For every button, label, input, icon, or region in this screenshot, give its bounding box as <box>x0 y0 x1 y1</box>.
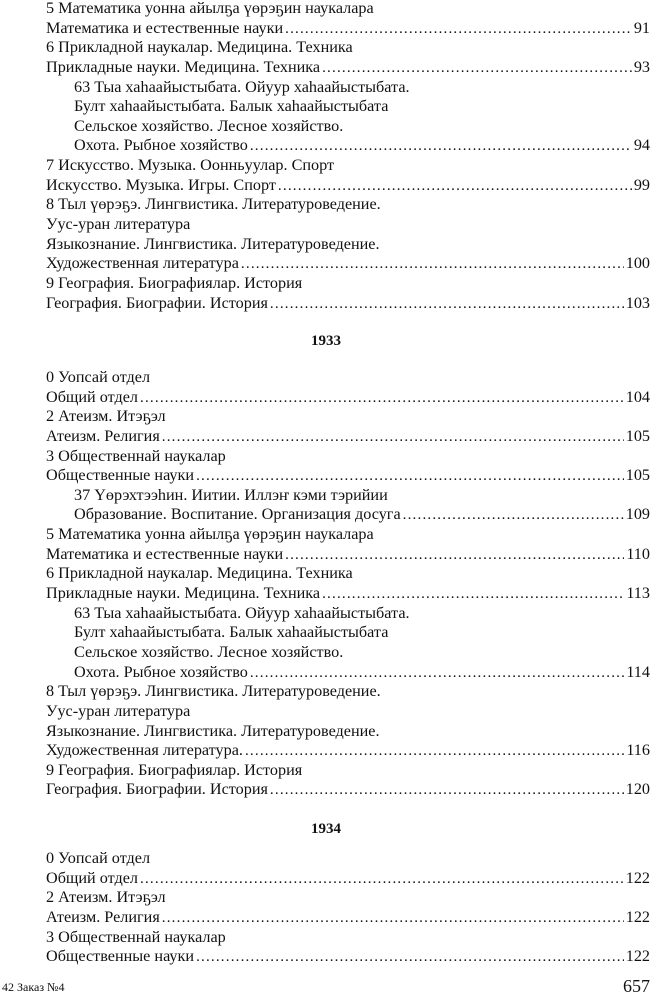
toc-entry-page: 99 <box>633 175 650 194</box>
toc-entry <box>46 274 650 294</box>
toc-entry <box>46 254 650 274</box>
toc-entry-page: 122 <box>625 868 650 887</box>
toc-entry <box>46 564 650 584</box>
toc-entry <box>46 294 650 314</box>
toc-entry-page: 120 <box>625 780 650 799</box>
toc-entry-title: Искусство. Музыка. Игры. Спорт <box>46 175 276 194</box>
dot-leader <box>140 870 624 889</box>
toc-entry <box>46 604 650 624</box>
toc-entry-title: Общественные науки <box>46 466 195 485</box>
toc-entry-title: Общественные науки <box>46 947 195 966</box>
dot-leader <box>322 59 632 78</box>
toc-entry-page: 94 <box>633 136 650 155</box>
toc-entry-title: Образование. Воспитание. Организация досуга <box>74 505 401 524</box>
dot-leader <box>241 255 624 274</box>
toc-entry-title: География. Биографии. История <box>46 293 268 312</box>
toc-entry-title: 9 География. Биографиялар. История <box>46 760 303 779</box>
dot-leader <box>285 546 624 565</box>
toc-entry <box>46 368 650 388</box>
toc-entry-title: 5 Математика уонна айылҕа үөрэҕин наукалара <box>46 525 374 544</box>
toc-entry <box>46 195 650 215</box>
toc-entry <box>46 849 650 869</box>
toc-entry <box>46 682 650 702</box>
toc-entry-title: 6 Прикладной наукалар. Медицина. Техника <box>46 38 353 57</box>
dot-leader <box>278 177 632 196</box>
toc-entry <box>46 235 650 255</box>
toc-entry-title: Булт хаһаайыстыбата. Балык хаһаайыстыбата <box>74 623 389 642</box>
toc-entry <box>46 623 650 643</box>
toc-entry-title: 8 Тыл үөрэҕэ. Лингвистика. Литературоведение. <box>46 682 381 701</box>
toc-entry-title: 3 Общественнай наукалар <box>46 927 226 946</box>
dot-leader <box>196 948 624 967</box>
toc-entry <box>46 156 650 176</box>
toc-entry <box>46 869 650 889</box>
toc-entry <box>46 97 650 117</box>
dot-leader <box>245 742 624 761</box>
toc-entry-title: 2 Атеизм. Итэҕэл <box>46 407 166 426</box>
dot-leader <box>270 781 624 800</box>
toc-entry-title: 8 Тыл үөрэҕэ. Лингвистика. Литературоведение. <box>46 195 381 214</box>
toc-entry <box>46 780 650 800</box>
toc-entry <box>46 761 650 781</box>
dot-leader <box>162 909 624 928</box>
dot-leader <box>403 506 624 525</box>
toc-entry-title: Прикладные науки. Медицина. Техника <box>46 57 321 76</box>
year-heading-1934: 1934 <box>311 821 341 837</box>
dot-leader <box>322 585 624 604</box>
toc-entry <box>46 505 650 525</box>
dot-leader <box>270 295 624 314</box>
toc-entry <box>46 447 650 467</box>
toc-entry <box>46 486 650 506</box>
toc-entry-page: 93 <box>633 57 650 76</box>
toc-entry-title: Охота. Рыбное хозяйство <box>74 662 248 681</box>
toc-entry-title: Уус-уран литература <box>46 215 191 234</box>
toc-entry-title: Сельское хозяйство. Лесное хозяйство. <box>74 642 344 661</box>
toc-entry-page: 91 <box>633 18 650 37</box>
toc-entry-title: Математика и естественные науки <box>46 544 284 563</box>
toc-entry-page: 100 <box>625 254 650 273</box>
toc-entry <box>46 407 650 427</box>
toc-entry-title: География. Биографии. История <box>46 780 268 799</box>
toc-entry <box>46 888 650 908</box>
toc-entry-title: 63 Тыа хаһаайыстыбата. Ойуур хаһаайыстыбата. <box>74 77 410 96</box>
toc-entry-page: 114 <box>626 662 650 681</box>
toc-entry-page: 103 <box>625 293 650 312</box>
toc-entry <box>46 947 650 967</box>
toc-entry <box>46 78 650 98</box>
toc-block-1933 <box>46 368 650 800</box>
toc-block-1934 <box>46 849 650 967</box>
toc-entry-title: Художественная литература <box>46 254 239 273</box>
toc-entry-title: 9 География. Биографиялар. История <box>46 273 303 292</box>
toc-entry-title: Охота. Рыбное хозяйство <box>74 136 248 155</box>
toc-block-continued <box>46 0 650 313</box>
toc-entry-page: 122 <box>625 947 650 966</box>
toc-entry-page: 113 <box>626 584 650 603</box>
toc-entry <box>46 722 650 742</box>
toc-entry-title: 2 Атеизм. Итэҕэл <box>46 888 166 907</box>
toc-entry-title: Атеизм. Религия <box>46 907 160 926</box>
dot-leader <box>162 428 624 447</box>
toc-entry <box>46 117 650 137</box>
toc-entry-page: 122 <box>625 907 650 926</box>
toc-entry <box>46 19 650 39</box>
toc-entry-page: 116 <box>626 741 650 760</box>
toc-entry-title: 0 Уопсай отдел <box>46 849 151 867</box>
toc-entry-title: Булт хаһаайыстыбата. Балык хаһаайыстыбата <box>74 97 389 116</box>
page-number: 657 <box>623 976 650 996</box>
toc-entry-title: 37 Үөрэхтээһин. Иитии. Иллэҥ кэми тэрийии <box>74 485 388 504</box>
toc-entry <box>46 136 650 156</box>
toc-entry-title: Математика и естественные науки <box>46 18 284 37</box>
toc-entry-title: Атеизм. Религия <box>46 426 160 445</box>
dot-leader <box>250 137 632 156</box>
toc-entry <box>46 388 650 408</box>
dot-leader <box>196 467 624 486</box>
toc-entry-title: 0 Уопсай отдел <box>46 368 151 386</box>
toc-entry <box>46 466 650 486</box>
toc-entry <box>46 908 650 928</box>
toc-entry-title: Сельское хозяйство. Лесное хозяйство. <box>74 116 344 135</box>
toc-entry-title: 7 Искусство. Музыка. Оонньуулар. Спорт <box>46 156 335 175</box>
toc-entry-page: 104 <box>625 387 650 406</box>
toc-entry-page: 110 <box>626 544 650 563</box>
dot-leader <box>285 20 632 39</box>
toc-entry-page: 105 <box>625 466 650 485</box>
toc-entry-title: Общий отдел <box>46 868 139 887</box>
toc-entry <box>46 176 650 196</box>
toc-entry-page: 109 <box>625 505 650 524</box>
toc-entry-title: Художественная литература. <box>46 741 243 760</box>
toc-entry <box>46 928 650 948</box>
toc-entry <box>46 643 650 663</box>
dot-leader <box>140 389 624 408</box>
toc-entry-title: 6 Прикладной наукалар. Медицина. Техника <box>46 564 353 583</box>
toc-entry <box>46 38 650 58</box>
year-heading-1933: 1933 <box>311 333 341 349</box>
toc-entry-title: Общий отдел <box>46 387 139 406</box>
toc-entry-title: Языкознание. Лингвистика. Литературоведение. <box>46 721 380 740</box>
toc-entry <box>46 584 650 604</box>
toc-entry-title: Прикладные науки. Медицина. Техника <box>46 584 321 603</box>
printer-signature: 42 Заказ №4 <box>2 980 65 994</box>
toc-entry-title: 3 Общественнай наукалар <box>46 446 226 465</box>
toc-entry <box>46 427 650 447</box>
toc-entry <box>46 58 650 78</box>
toc-entry-page: 105 <box>625 426 650 445</box>
toc-entry <box>46 702 650 722</box>
toc-entry <box>46 215 650 235</box>
toc-entry <box>46 741 650 761</box>
toc-entry-title: Языкознание. Лингвистика. Литературоведение. <box>46 234 380 253</box>
toc-entry <box>46 0 650 19</box>
toc-entry-title: 63 Тыа хаһаайыстыбата. Ойуур хаһаайыстыбата. <box>74 603 410 622</box>
toc-entry-title: 5 Математика уонна айылҕа үөрэҕин наукалара <box>46 0 374 17</box>
toc-entry-title: Уус-уран литература <box>46 701 191 720</box>
toc-entry <box>46 663 650 683</box>
toc-entry <box>46 525 650 545</box>
toc-entry <box>46 545 650 565</box>
dot-leader <box>250 664 624 683</box>
